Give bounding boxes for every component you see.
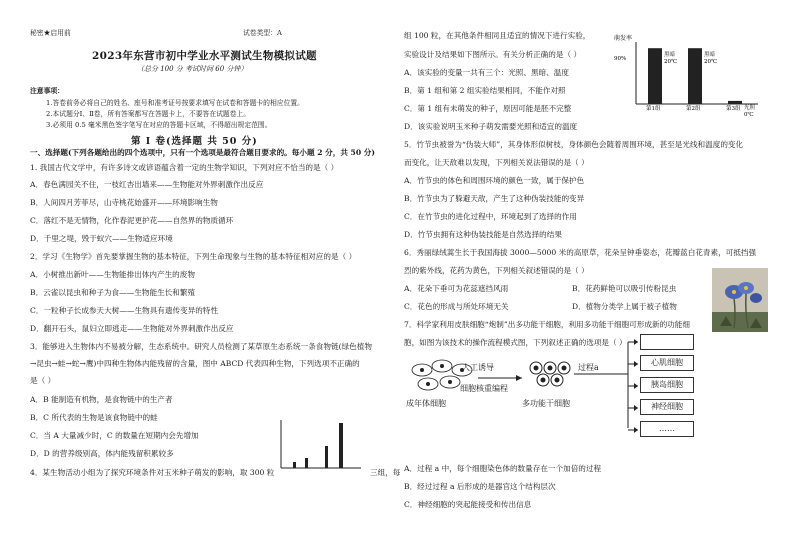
q4-bar-2 [688, 48, 702, 104]
q5-option-c: C．在竹节虫的进化过程中，环境起到了选择的作用 [404, 212, 577, 221]
note-item: 2.本试题分Ⅰ、Ⅱ卷，所有答案都写在答题卡上，不要答在试题卷上。 [46, 110, 251, 118]
output-arrows [626, 334, 640, 434]
q4-bar-1 [648, 48, 662, 104]
q4-bar-condition-label: 黑暗 [664, 52, 676, 59]
q2-option-d: D．翻开石头，鼠妇立即逃走——生物能对外界刺激作出反应 [30, 324, 234, 333]
q4-bar-group-label: 第2组 [686, 106, 701, 112]
page-title: 2023年东营市初中学业水平测试生物模拟试题 [92, 50, 317, 62]
q5-stem-line2: 而变化，让天敌难以发现，下列相关说法错误的是（ ） [404, 158, 589, 167]
q2-option-a: A．小树推出新叶——生物能排出体内产生的废物 [30, 270, 195, 279]
photo-ground [712, 312, 768, 332]
q4-bar-group-label: 第1组 [646, 106, 661, 112]
q7-option-c: C．神经细胞的突起能接受和传出信息 [404, 500, 532, 509]
output-cell-heart: 心肌细胞 [640, 355, 694, 371]
q5-option-a: A．竹节虫的体色和周围环境的颜色一致，属于保护色 [404, 176, 585, 185]
q4-bar-temp-label: 20℃ [664, 59, 678, 66]
q5-option-d: D．竹节虫拥有这种伪装技能是自然选择的结果 [404, 230, 562, 239]
q7-stem-line1: 7．科学家利用皮肤细胞“炮制”出多功能干细胞，利用多功能干细胞可形成新的功能细 [404, 320, 690, 329]
q5-stem-line1: 5．竹节虫被誉为“伪装大师”，其身体形似树枝，身体颜色会随着周围环境，甚至是光线和温度的变化 [404, 140, 744, 149]
secret-label: 秘密★启用前 [30, 29, 71, 37]
q4-chart-ylabel: 萌发率 [614, 35, 633, 42]
output-box-top [640, 334, 694, 350]
q6-flower-photo [712, 268, 768, 332]
q4-bar-condition-label: 黑暗 [704, 52, 716, 59]
q4-bar-3 [728, 101, 742, 104]
q4-bar-temp-label: 0℃ [744, 111, 754, 118]
q7-stem-line2: 胞，如图为该技术的操作流程模式图，下列叙述正确的选项是（ ） [404, 338, 627, 347]
q4-stem-line2: 组 100 粒，在其他条件相同且适宜的情况下进行实验， [404, 31, 591, 40]
q1-option-d: D．千里之堤，毁于蚁穴——生物适应环境 [30, 234, 173, 243]
q3-bar [293, 462, 296, 468]
q4-stem-line1: 4．某生物活动小组为了探究环境条件对玉米种子萌发的影响，取 300 粒 [30, 468, 275, 477]
diagram-adult-label: 成年体细胞 [406, 399, 446, 408]
output-cell-islet: 胰岛细胞 [640, 377, 694, 393]
section-title: 第 Ⅰ 卷(选择题 共 50 分) [131, 136, 258, 147]
q3-bar [305, 458, 308, 468]
q4-bar-condition-label: 光照 [744, 104, 756, 111]
q3-option-d: D．D 的营养级别高，体内能残留积累较多 [30, 449, 174, 458]
q3-bar [325, 446, 328, 468]
note-item: 3.必须用 0.5 毫米黑色签字笔写在对应的答题卡区域，不得超出规定范围。 [46, 121, 272, 129]
output-cell-more: …… [640, 421, 694, 437]
diagram-reprogram-label: 细胞核重编程 [460, 384, 508, 393]
q6-option-b: B．花药鲜艳可以吸引传粉昆虫 [572, 284, 677, 293]
q2-stem: 2．学习《生物学》首先要掌握生物的基本特征，下列生命现象与生物的基本特征相对应的是（ ） [30, 252, 357, 261]
q3-residue-chart [275, 418, 365, 473]
q4-option-c: C．第 1 组有未萌发的种子，原因可能是胚不完整 [404, 104, 572, 113]
q4-chart-ytick: 90% [614, 56, 627, 62]
q4-stem-line3: 实验设计及结果如下图所示。有关分析正确的是（ ） [404, 50, 582, 59]
q7-option-a: A．过程 a 中，每个细胞染色体的数量存在一个加倍的过程 [404, 464, 602, 473]
q6-stem-line1: 6．秀丽绿绒蒿生长于我国海拔 3000—5000 米的高原草，花朵呈钟垂姿态，花瓣蓝白花青素，可抵挡强 [404, 248, 757, 257]
page-subtitle: （总分 100 分 考试时间 60 分钟） [137, 65, 248, 73]
q3-bar [339, 423, 343, 468]
q3-option-a: A．B 能制造有机物，是食物链中的生产者 [30, 395, 173, 404]
q3-option-c: C．当 A 大量减少时，C 的数量在短期内会先增加 [30, 431, 199, 440]
section-intro: 一、选择题(下列各题给出的四个选项中，只有一个选项是最符合题目要求的。每小题 2 分，共 50 分) [30, 148, 375, 157]
q5-option-b: B．竹节虫为了躲避天敌，产生了这种伪装技能的变异 [404, 194, 585, 203]
diagram-stem-label: 多功能干细胞 [522, 399, 570, 408]
q4-germination-chart [612, 34, 762, 118]
exam-type: 试卷类型：A [243, 29, 282, 37]
q6-option-d: D．植物分类学上属于被子植物 [572, 302, 677, 311]
q1-stem: 1. 我国古代文学中，有许多诗文或谚语蕴含着一定的生物学知识，下列对应不恰当的是（ ） [30, 163, 339, 172]
q2-option-b: B．云雀以昆虫和种子为食——生物能生长和繁殖 [30, 288, 196, 297]
stem-cells [530, 362, 570, 386]
diagram-induce-label: 人工诱导 [462, 363, 494, 372]
q2-option-c: C．一粒种子长成参天大树——生物具有遗传变异的特性 [30, 306, 219, 315]
q3-stem-line3: 是（ ） [30, 376, 56, 385]
q6-stem-line2: 烈的紫外线，花药为黄色，下列相关叙述错误的是（ ） [404, 266, 589, 275]
output-cell-neuron: 神经细胞 [640, 399, 694, 415]
q4-bar-temp-label: 20℃ [704, 59, 718, 66]
q6-option-c: C．花色的形成与所处环境无关 [404, 302, 509, 311]
q3-stem-line2: →昆虫→蛙→蛇→鹰)中四种生物体内能残留的含量，图中 ABCD 代表四种生物，下列选项不正确的 [30, 359, 360, 368]
q3-option-b: B．C 所代表的生物是该食物链中的蛙 [30, 413, 158, 422]
q3-stem-line1: 3．能够进入生物体内不易被分解，生态系统中。研究人员检测了某草原生态系统一条食物链(绿色植物 [30, 342, 372, 351]
q1-option-b: B．人间四月芳菲尽，山寺桃花始盛开——环境影响生物 [30, 198, 218, 207]
flower-petal [750, 293, 762, 303]
q1-option-a: A．春色满园关不住，一枝红杏出墙来——生物能对外界刺激作出反应 [30, 180, 264, 189]
diagram-process-label: 过程a [578, 363, 599, 372]
notes-heading: 注意事项： [30, 87, 64, 95]
q7-option-b: B．经过过程 a 后形成的是器官这个结构层次 [404, 482, 556, 491]
q4-stem-line1-tail: 三组，每 [370, 468, 401, 477]
q7-process-diagram [404, 350, 644, 430]
note-item: 1.答卷前务必将自己的姓名、座号和准考证号按要求填写在试卷和答题卡的相应位置。 [46, 99, 304, 107]
q6-option-a: A．花朵下垂可为花蕊遮挡风雨 [404, 284, 509, 293]
q4-option-d: D．该实验说明玉米种子萌发需要光照和适宜的温度 [404, 122, 578, 131]
q4-option-b: B．第 1 组和第 2 组实验结果相同，不能作对照 [404, 86, 566, 95]
q1-option-c: C．落红不是无情物，化作春泥更护花——自然界的物质循环 [30, 216, 234, 225]
q4-option-a: A．该实验的变量一共有三个：光照、黑暗、温度 [404, 68, 569, 77]
q4-bar-group-label: 第3组 [726, 106, 741, 112]
